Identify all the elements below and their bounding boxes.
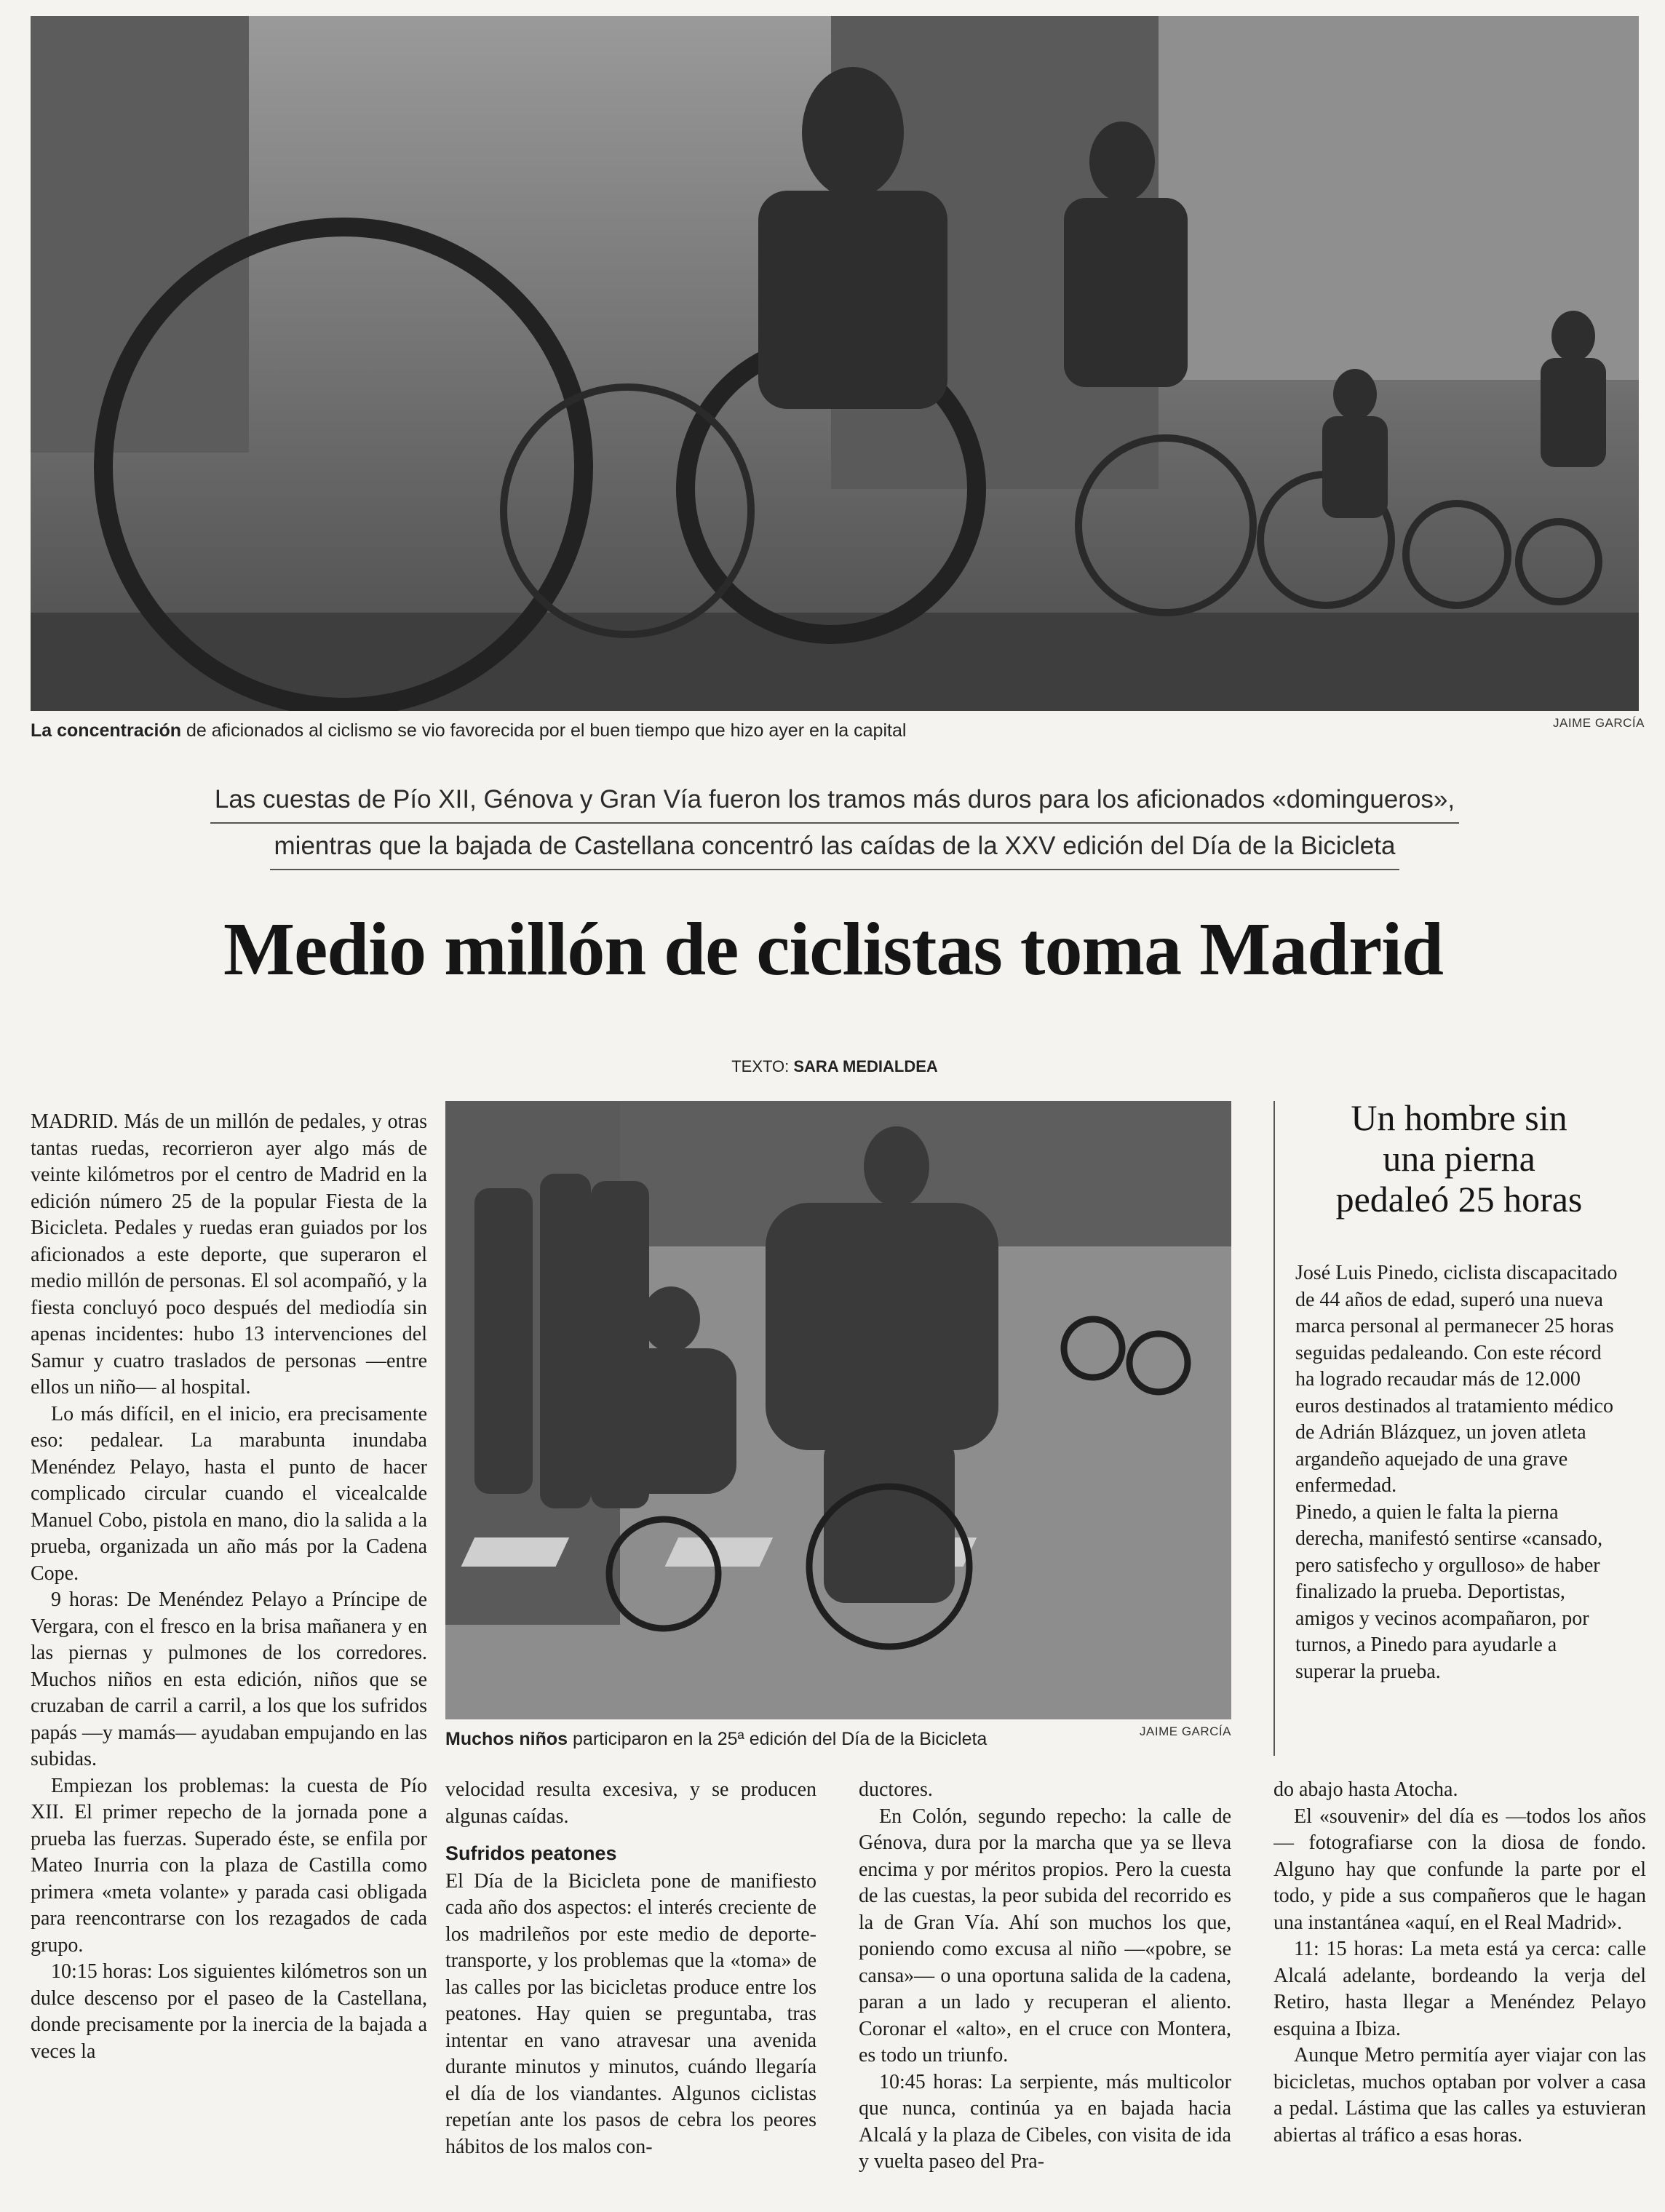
column-3-paragraph: ductores.: [859, 1778, 933, 1801]
byline-author: SARA MEDIALDEA: [793, 1057, 938, 1075]
column-2-paragraph: El Día de la Bicicleta pone de manifiesto cada año dos aspectos: el interés creciente de los madrileños por este medio de deporte-transporte, y los problemas que la «toma» de las calles por las bicicletas produce entre los peatones. Hay quien se preguntaba, tras intentar en vano atravesar una avenida durante minutos y minutos, cuándo llegaría el día de los viandantes. Algunos ciclistas repetían ante los pasos de cebra los peores hábitos de los malos con-: [445, 1869, 816, 2158]
byline: [31, 1057, 1639, 1076]
column-3-paragraph: En Colón, segundo repecho: la calle de Génova, dura por la marcha que ya se lleva encima y por méritos propios. Pero la cuesta de las cuestas, la peor subida del recorrido es la de Gran Vía. Ahí son muchos los que, poniendo como excusa al niño —«pobre, se cansa»— o una oportuna salida de la cadena, paran a un lado y recuperan el aliento. Coronar el «alto», en el cruce con Montera, es todo un triunfo.: [859, 1805, 1231, 2066]
inner-photo-caption-bold: Muchos niños: [445, 1729, 568, 1749]
sidebar-divider: [1273, 1101, 1275, 1756]
column-1-paragraph: MADRID. Más de un millón de pedales, y otras tantas ruedas, recorrieron ayer algo más de veinte kilómetros por el centro de Madrid en la edición número 25 de la popular Fiesta de la Bicicleta. Pedales y ruedas eran guiados por los aficionados a este deporte, que superaron el medio millón de personas. El sol acompañó, y la fiesta concluyó poco después del mediodía sin apenas incidentes: hubo 13 intervenciones del Samur y cuatro traslados de personas —entre ellos un niño— al hospital.: [31, 1110, 427, 1399]
column-4-paragraph: 11: 15 horas: La meta está ya cerca: calle Alcalá adelante, bordeando la verja del Retiro, hasta llegar a Menéndez Pelayo esquina a Ibiza.: [1273, 1938, 1646, 2040]
top-photo-caption: [31, 720, 1413, 741]
column-3-paragraph: 10:45 horas: La serpiente, más multicolor que nunca, continúa ya en bajada hacia Alcalá y la plaza de Cibeles, con visita de ida y vuelta paseo del Pra-: [859, 2070, 1231, 2173]
byline-label: TEXTO:: [731, 1057, 794, 1075]
section-heading-sufridos-peatones: Sufridos peatones: [445, 1842, 617, 1864]
column-1-paragraph: 9 horas: De Menéndez Pelayo a Príncipe de Vergara, con el fresco en la brisa mañanera y en las piernas y pulmones de los corredores. Muchos niños en esta edición, niños que se cruzaban de carril a carril, a los que los sufridos papás —y mamás— ayudaban empujando en las subidas.: [31, 1588, 427, 1770]
sidebar-body: [1295, 1260, 1619, 1755]
top-photo-caption-bold: La concentración: [31, 720, 181, 741]
column-4-paragraph: El «souvenir» del día es —todos los años— fotografiarse con la diosa de fondo. Alguno hay que confunde la parte por el todo, y pide a sus compañeros que le hagan una instantánea «aquí, en el Real Madrid».: [1273, 1805, 1646, 1934]
column-1-paragraph: Empiezan los problemas: la cuesta de Pío XII. El primer repecho de la jornada pone a prueba las fuerzas. Superado éste, se enfila por Mateo Inurria con la plaza de Castilla como primera «meta volante» y parada casi obligada para reencontrarse con los rezagados de cada grupo.: [31, 1774, 427, 1957]
article-column-2: [445, 1777, 816, 2208]
inner-photo-caption-text: participaron en la 25ª edición del Día de la Bicicleta: [568, 1729, 988, 1749]
column-4-paragraph: do abajo hasta Atocha.: [1273, 1778, 1458, 1801]
column-1-paragraph: Lo más difícil, en el inicio, era precisamente eso: pedalear. La marabunta inundaba Menéndez Pelayo, hasta el punto de hacer complicado circular cuando el vicealcalde Manuel Cobo, pistola en mano, dio la salida a la prueba, organizada un año más por la Cadena Cope.: [31, 1402, 427, 1585]
children-cycling-photo-illustration: [445, 1101, 1231, 1719]
article-column-4: [1273, 1777, 1646, 2208]
inner-photo-caption: [445, 1729, 1115, 1750]
sidebar-title: [1284, 1097, 1634, 1220]
article-column-1: [31, 1109, 427, 2208]
sidebar-paragraph: Pinedo, a quien le falta la pierna derecha, manifestó sentirse «cansado, pero satisfecho y orgulloso» de haber finalizado la prueba. Deportistas, amigos y vecinos acompañaron, por turnos, a Pinedo para ayudarle a superar la prueba.: [1295, 1500, 1603, 1683]
subtitle-line-1: Las cuestas de Pío XII, Génova y Gran Vía fueron los tramos más duros para los aficionados «domingueros»,: [210, 777, 1459, 824]
sidebar-title-line: Un hombre sin: [1351, 1097, 1567, 1138]
column-1-paragraph: 10:15 horas: Los siguientes kilómetros son un dulce descenso por el paseo de la Castellana, donde precisamente por la inercia de la bajada a veces la: [31, 1960, 427, 2063]
cyclists-photo-illustration: [31, 16, 1639, 711]
inner-photo: [445, 1101, 1231, 1719]
column-4-paragraph: Aunque Metro permitía ayer viajar con las bicicletas, muchos optaban por volver a casa a pedal. Lástima que las calles ya estuvieran abiertas al tráfico a esas horas.: [1273, 2044, 1646, 2147]
subtitle: [31, 777, 1639, 870]
article-column-3: [859, 1777, 1231, 2208]
top-photo-caption-text: de aficionados al ciclismo se vio favorecida por el buen tiempo que hizo ayer en la capital: [181, 720, 907, 741]
sidebar-title-line: una pierna: [1383, 1138, 1535, 1179]
subtitle-line-2: mientras que la bajada de Castellana concentró las caídas de la XXV edición del Día de la Bicicleta: [270, 824, 1400, 870]
top-photo: [31, 16, 1639, 711]
sidebar-paragraph: José Luis Pinedo, ciclista discapacitado de 44 años de edad, superó una nueva marca personal al permanecer 25 horas seguidas pedaleando. Con este récord ha logrado recaudar más de 12.000 euros destinados al tratamiento médico de Adrián Blázquez, un joven atleta argandeño aquejado de una grave enfermedad.: [1295, 1262, 1618, 1497]
inner-photo-credit: JAIME GARCÍA: [1140, 1724, 1231, 1738]
top-photo-credit: JAIME GARCÍA: [1553, 716, 1645, 730]
headline: Medio millón de ciclistas toma Madrid: [223, 907, 1443, 991]
sidebar-title-line: pedaleó 25 horas: [1335, 1179, 1583, 1220]
column-2-paragraph: velocidad resulta excesiva, y se producen algunas caídas.: [445, 1778, 816, 1828]
